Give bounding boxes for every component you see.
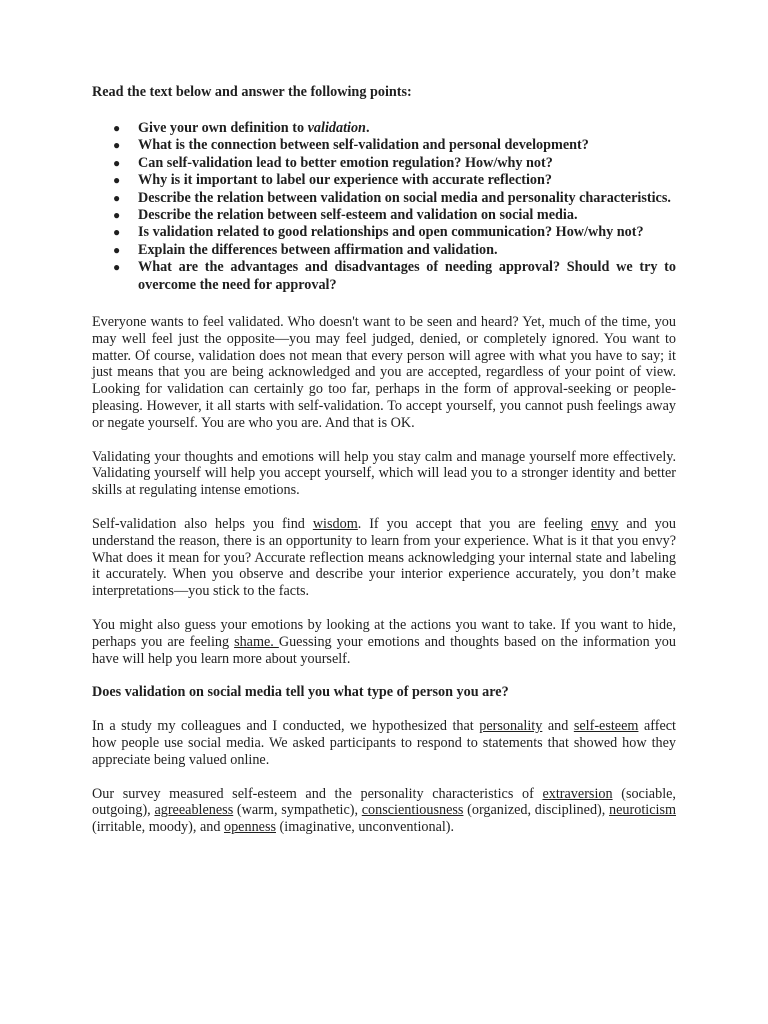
bullet-icon: ● <box>113 190 121 205</box>
question-item: ● Can self-validation lead to better emotion regulation? How/why not? <box>113 154 553 171</box>
paragraph-6: Our survey measured self-esteem and the personality characteristics of extraversion (sociable, outgoing), agreeableness (warm, sympathetic), conscientiousness (organized, disciplined), neuroticism (irritable, moody), and openness (imaginative, unconventional). <box>92 785 677 836</box>
bullet-icon: ● <box>113 208 121 223</box>
bullet-icon: ● <box>113 242 121 257</box>
question-item: ● Is validation related to good relationships and open communication? How/why not? <box>113 224 644 241</box>
question-item: ● What are the advantages and disadvantages of needing approval? Should we try to overcome the need for approval? <box>113 259 676 293</box>
bullet-icon: ● <box>113 121 121 135</box>
bullet-icon: ● <box>113 173 121 188</box>
link-openness[interactable]: openness <box>223 819 276 836</box>
link-conscientiousness[interactable]: conscientiousness <box>361 802 464 819</box>
paragraph-2: Validating your thoughts and emotions will help you stay calm and manage yourself more effectively. Validating yourself will help you accept yourself, which will lead you to a stronger identity and better skills at regulating intense emotions. <box>92 448 676 499</box>
term-validation: validation <box>307 120 366 136</box>
question-item: ● Describe the relation between self-esteem and validation on social media. <box>113 207 578 224</box>
question-item: ● What is the connection between self-validation and personal development? <box>113 137 589 154</box>
link-self-esteem[interactable]: self-esteem <box>573 718 639 735</box>
instructions-heading: Read the text below and answer the following points: <box>92 84 412 100</box>
question-item: ● Explain the differences between affirmation and validation. <box>113 241 498 258</box>
question-item: ● Describe the relation between validation on social media and personality characteristics. <box>113 189 671 206</box>
question-item: ● Give your own definition to validation. <box>113 120 370 136</box>
bullet-icon: ● <box>113 155 121 170</box>
section-subheading: Does validation on social media tell you what type of person you are? <box>92 684 509 701</box>
link-envy[interactable]: envy <box>590 516 619 533</box>
question-item: ● Why is it important to label our experience with accurate reflection? <box>113 172 552 189</box>
link-shame[interactable]: shame. <box>234 633 279 650</box>
bullet-icon: ● <box>113 260 121 275</box>
paragraph-1: Everyone wants to feel validated. Who doesn't want to be seen and heard? Yet, much of the time, you may well feel just the opposite—you may feel judged, denied, or completely ignored. You want to matter. Of course, validation does not mean that every person will agree with what you have to say; it just means that you are being acknowledged and you are accepted, regardless of your point of view. Looking for validation can certainly go too far, perhaps in the form of approval-seeking or people-pleasing. However, it all starts with self-validation. To accept yourself, you cannot push feelings away or negate yourself. You are who you are. And that is OK. <box>92 314 676 431</box>
link-personality[interactable]: personality <box>479 718 543 735</box>
paragraph-3: Self-validation also helps you find wisdom. If you accept that you are feeling envy and you understand the reason, there is an opportunity to learn from your experience. What is it that you envy? What does it mean for you? Accurate reflection means acknowledging your internal state and labeling it accurately. When you observe and describe your interior experience accurately, you don’t make interpretations—you stick to the facts. <box>92 516 676 600</box>
question-list <box>92 120 676 294</box>
paragraph-4: You might also guess your emotions by looking at the actions you want to take. If you want to hide, perhaps you are feeling shame. Guessing your emotions and thoughts based on the information you have will help you learn more about yourself. <box>92 617 676 667</box>
bullet-icon: ● <box>113 225 121 240</box>
link-neuroticism[interactable]: neuroticism <box>609 802 677 819</box>
bullet-icon: ● <box>113 138 121 153</box>
link-agreeableness[interactable]: agreeableness <box>154 802 234 819</box>
link-wisdom[interactable]: wisdom <box>312 516 358 533</box>
link-extraversion[interactable]: extraversion <box>542 785 613 802</box>
paragraph-5: In a study my colleagues and I conducted, we hypothesized that personality and self-esteem affect how people use social media. We asked participants to respond to statements that showed how they appreciate being valued online. <box>92 718 676 768</box>
